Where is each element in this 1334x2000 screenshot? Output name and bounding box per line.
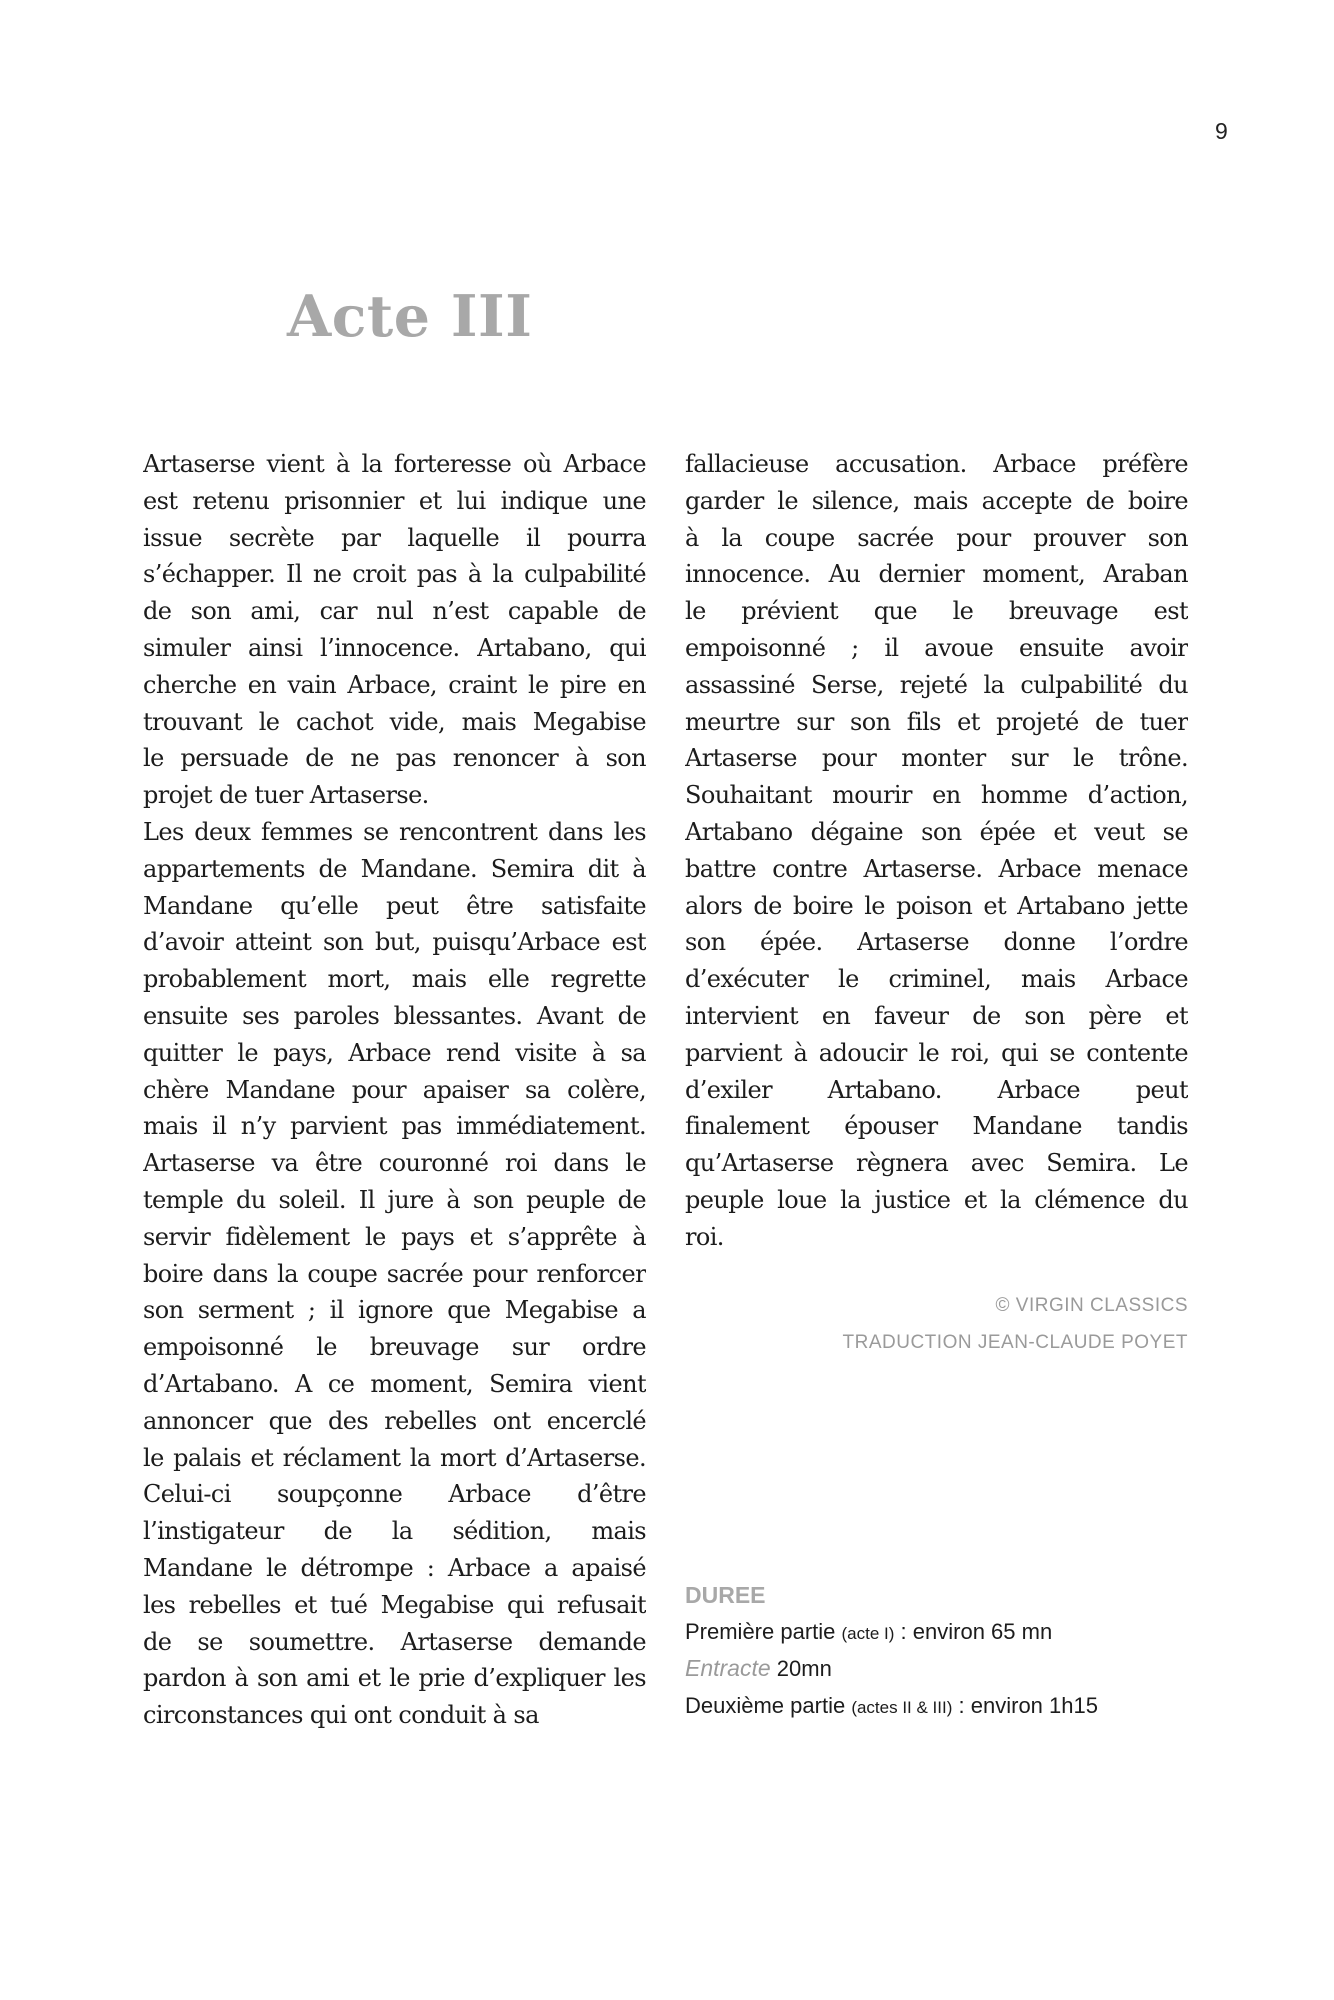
- text-line: probablement mort, mais elle regrette: [143, 965, 646, 994]
- text-line: d’exécuter le criminel, mais Arbace: [685, 965, 1188, 994]
- text-line: appartements de Mandane. Semira dit à: [143, 854, 646, 883]
- text-line: innocence. Au dernier moment, Araban: [685, 560, 1188, 589]
- text-line: Artaserse pour monter sur le trône.: [685, 744, 1188, 773]
- text-line: projet de tuer Artaserse.: [143, 781, 429, 810]
- text-line: Artaserse vient à la forteresse où Arbace: [143, 450, 646, 478]
- text-line: chère Mandane pour apaiser sa colère,: [143, 1075, 646, 1104]
- text-line: son serment ; il ignore que Megabise a: [143, 1296, 646, 1325]
- text-line: servir fidèlement le pays et s’apprête à: [143, 1222, 646, 1251]
- act-title: Acte III: [287, 283, 533, 350]
- text-line: Celui-ci soupçonne Arbace d’être: [143, 1480, 646, 1509]
- text-line: issue secrète par laquelle il pourra: [143, 523, 646, 552]
- text-line: boire dans la coupe sacrée pour renforcer: [143, 1259, 646, 1288]
- text-line: de son ami, car nul n’est capable de: [143, 597, 646, 626]
- text-line: finalement épouser Mandane tandis: [685, 1112, 1188, 1141]
- text-line: ensuite ses paroles blessantes. Avant de: [143, 1001, 646, 1030]
- text-line: Les deux femmes se rencontrent dans les: [143, 817, 646, 846]
- text-line: fallacieuse accusation. Arbace préfère: [685, 450, 1188, 478]
- synopsis-right-column: [685, 446, 1188, 1256]
- text-line: parvient à adoucir le roi, qui se contente: [685, 1038, 1188, 1067]
- text-line: meurtre sur son fils et projeté de tuer: [685, 707, 1188, 736]
- synopsis-left-column: [143, 446, 646, 1734]
- text-line: Artaserse va être couronné roi dans le: [143, 1149, 646, 1178]
- text-line: est retenu prisonnier et lui indique une: [143, 486, 646, 515]
- duration-part-1: [685, 1613, 1245, 1650]
- duration-section: [685, 1577, 1245, 1724]
- part-1-label: Première partie: [685, 1619, 836, 1644]
- part-2-note: (actes II & III): [851, 1698, 953, 1717]
- page-number: 9: [1215, 118, 1228, 144]
- text-line: d’avoir atteint son but, puisqu’Arbace est: [143, 928, 646, 957]
- text-line: à la coupe sacrée pour prouver son: [685, 523, 1188, 552]
- text-line: d’Artabano. A ce moment, Semira vient: [143, 1369, 646, 1398]
- text-line: empoisonné le breuvage sur ordre: [143, 1333, 646, 1362]
- text-line: quitter le pays, Arbace rend visite à sa: [143, 1038, 646, 1067]
- text-line: Artabano dégaine son épée et veut se: [685, 817, 1188, 846]
- text-line: peuple loue la justice et la clémence du: [685, 1185, 1188, 1214]
- text-line: garder le silence, mais accepte de boire: [685, 486, 1188, 515]
- intermission-value: 20mn: [776, 1656, 832, 1681]
- part-2-label: Deuxième partie: [685, 1693, 846, 1718]
- text-line: pardon à son ami et le prie d’expliquer les: [143, 1664, 646, 1693]
- intermission-label: Entracte: [685, 1655, 771, 1681]
- duration-heading: DUREE: [685, 1582, 766, 1608]
- text-line: cherche en vain Arbace, craint le pire en: [143, 670, 646, 699]
- text-line: Mandane le détrompe : Arbace a apaisé: [143, 1553, 646, 1582]
- credits: [685, 1287, 1188, 1361]
- text-line: Souhaitant mourir en homme d’action,: [685, 781, 1188, 810]
- text-line: les rebelles et tué Megabise qui refusait: [143, 1590, 646, 1619]
- text-line: son épée. Artaserse donne l’ordre: [685, 928, 1188, 957]
- part-1-note: (acte I): [841, 1624, 895, 1643]
- translation-credit: TRADUCTION JEAN-CLAUDE POYET: [842, 1332, 1188, 1353]
- text-line: temple du soleil. Il jure à son peuple de: [143, 1185, 646, 1214]
- text-line: d’exiler Artabano. Arbace peut: [685, 1075, 1188, 1104]
- text-line: trouvant le cachot vide, mais Megabise: [143, 707, 646, 736]
- copyright-credit: © VIRGIN CLASSICS: [995, 1295, 1188, 1316]
- text-line: battre contre Artaserse. Arbace menace: [685, 854, 1188, 883]
- text-line: le prévient que le breuvage est: [685, 597, 1188, 626]
- text-line: circonstances qui ont conduit à sa: [143, 1701, 539, 1730]
- text-line: roi.: [685, 1222, 724, 1251]
- text-line: annoncer que des rebelles ont encerclé: [143, 1406, 646, 1435]
- text-line: s’échapper. Il ne croit pas à la culpabilité: [143, 560, 646, 589]
- text-line: alors de boire le poison et Artabano jette: [685, 891, 1188, 920]
- text-line: qu’Artaserse règnera avec Semira. Le: [685, 1149, 1188, 1178]
- text-line: Mandane qu’elle peut être satisfaite: [143, 891, 646, 920]
- text-line: empoisonné ; il avoue ensuite avoir: [685, 633, 1188, 662]
- text-line: l’instigateur de la sédition, mais: [143, 1517, 646, 1546]
- part-1-value: : environ 65 mn: [900, 1619, 1053, 1644]
- text-line: intervient en faveur de son père et: [685, 1001, 1188, 1030]
- text-line: de se soumettre. Artaserse demande: [143, 1627, 646, 1656]
- text-line: assassiné Serse, rejeté la culpabilité du: [685, 670, 1188, 699]
- text-line: le persuade de ne pas renoncer à son: [143, 744, 646, 773]
- text-line: le palais et réclament la mort d’Artaserse.: [143, 1443, 646, 1472]
- duration-part-2: [685, 1687, 1245, 1724]
- text-line: mais il n’y parvient pas immédiatement.: [143, 1112, 646, 1141]
- text-line: simuler ainsi l’innocence. Artabano, qui: [143, 633, 646, 662]
- part-2-value: : environ 1h15: [958, 1693, 1098, 1718]
- duration-intermission: [685, 1650, 1245, 1687]
